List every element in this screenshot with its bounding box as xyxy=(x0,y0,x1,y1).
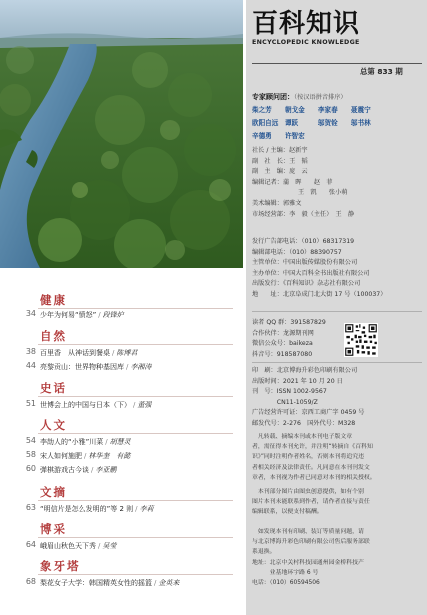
toc-entry[interactable]: 51 世博会上的中国与日本（下） / 董强 xyxy=(0,398,243,412)
contact-line: 发行广告部电话：（010）68317319 xyxy=(252,238,355,245)
toc-entry[interactable]: 54 李劼人的“小雅”川菜 / 胡慧灵 xyxy=(0,435,243,449)
toc-entry[interactable]: 44 亮黎贡山：世界物种基因库 / 李湘涛 xyxy=(0,360,243,374)
contact-line: 编辑部电话：（010）88390757 xyxy=(252,248,342,256)
article-author: 胡慧灵 xyxy=(109,438,131,446)
article-title: 弹棋游戏古今谈 xyxy=(40,466,89,474)
advisors-row: 辛德勇 许智宏 xyxy=(252,132,305,140)
rainforest-river-image xyxy=(0,0,243,268)
page-number: 58 xyxy=(25,450,36,459)
contact-line: 地 址：北京阜成门北大街 17 号（100037） xyxy=(252,290,387,298)
social-info xyxy=(252,318,424,360)
divider xyxy=(252,311,422,312)
section-title: 自然 xyxy=(40,329,67,343)
article-author: 陈博君 xyxy=(116,349,138,357)
article-title: 亮黎贡山：世界物种基因库 xyxy=(40,363,124,371)
article-author: 林华奎 有懿 xyxy=(88,452,131,460)
page-number: 68 xyxy=(25,577,36,586)
article-author: 李莉 xyxy=(139,505,154,513)
page-number: 34 xyxy=(25,309,36,318)
cover-photo xyxy=(0,0,243,268)
masthead xyxy=(252,10,422,46)
staff-row: 编辑记者：蒲 晖 赵 菲 xyxy=(252,178,333,186)
section-divider xyxy=(38,574,233,575)
staff-row: 社长 / 主编：赵新宇 xyxy=(252,147,308,154)
advisors-row: 欧阳自远 谭跃 邬贺铨 邬书林 xyxy=(252,119,371,127)
print-line: CN11-1059/Z xyxy=(252,398,318,406)
contact-info xyxy=(252,237,424,301)
magazine-title-en: ENCYCLOPEDIC KNOWLEDGE xyxy=(252,39,360,46)
page-number: 64 xyxy=(25,540,36,549)
print-line: 刊 号：ISSN 1002-9567 xyxy=(252,388,327,396)
divider xyxy=(252,362,422,363)
section-title: 象牙塔 xyxy=(40,559,81,573)
toc-entry[interactable]: 58 宋人如何施肥 / 林华奎 有懿 xyxy=(0,449,243,463)
section-title: 文摘 xyxy=(40,485,67,499)
page-number: 63 xyxy=(25,503,36,512)
staff-row: 美术编辑：郭雅文 xyxy=(252,199,302,207)
advisors-heading: 专家顾问团： xyxy=(252,93,294,101)
masthead-rule xyxy=(252,63,422,64)
toc-entry[interactable]: 60 弹棋游戏古今谈 / 李亚鹏 xyxy=(0,463,243,477)
qr-code-icon[interactable] xyxy=(344,323,378,357)
social-line: 抖音号：918587080 xyxy=(252,350,313,358)
contact-line: 主管单位：中国出版传媒股份有限公司 xyxy=(252,259,358,267)
section-divider xyxy=(38,344,233,345)
article-author: 董强 xyxy=(137,401,152,409)
section-divider xyxy=(38,433,233,434)
social-line: 读者 QQ 群：391587829 xyxy=(252,319,326,326)
print-line: 广告经营许可证：京西工商广字 0459 号 xyxy=(252,409,365,417)
social-line: 微信公众号：baikeza xyxy=(252,340,313,348)
print-line: 印 刷：北京博海升彩色印刷有限公司 xyxy=(252,367,358,374)
page-number: 38 xyxy=(25,347,36,356)
magazine-title: 百科知识 xyxy=(252,9,361,39)
toc-entry[interactable]: 63 “明信片是怎么发明的”等 2 则 / 李莉 xyxy=(0,502,243,516)
page-number: 60 xyxy=(25,464,36,473)
toc-entry[interactable]: 68 梨花女子大学：韩国精英女性的摇篮 / 金英来 xyxy=(0,576,243,590)
page-number: 54 xyxy=(25,436,36,445)
staff-row: 市场经营部：李 毅（主任） 王 静 xyxy=(252,210,355,218)
advisors-row: 柴之芳 朝戈金 李家春 聂震宁 xyxy=(252,106,371,114)
section-title: 博采 xyxy=(40,522,67,536)
section-divider xyxy=(38,396,233,397)
advisors xyxy=(252,90,371,143)
section-title: 人文 xyxy=(40,418,67,432)
staff-list xyxy=(252,146,424,220)
toc-entry[interactable]: 64 峨眉山秋色天下秀 / 吴莹 xyxy=(0,539,243,553)
section-divider xyxy=(38,500,233,501)
issue-number: 总第 833 期 xyxy=(360,67,403,76)
article-title: 宋人如何施肥 xyxy=(40,452,82,460)
article-title: 梨花女子大学：韩国精英女性的摇篮 xyxy=(40,579,152,587)
staff-row: 副 主 编：庞 云 xyxy=(252,168,308,176)
article-author: 段锋炉 xyxy=(102,311,124,319)
article-title: 少年为何易“愤怒” xyxy=(40,311,97,319)
image-credit-notice: 本刊部分图片由图虫创意提供，如有个别 图片本刊未能联系到作者，请作者直接与责任 编辑联系，以便支付稿酬。 xyxy=(252,489,370,516)
article-author: 李亚鹏 xyxy=(95,466,117,474)
article-author: 吴莹 xyxy=(102,542,117,550)
print-line: 邮发代号：2-276 国外代号：M328 xyxy=(252,419,356,427)
article-author: 金英来 xyxy=(158,579,180,587)
print-line: 出版时间：2021 年 10 月 20 日 xyxy=(252,377,343,385)
page-number: 44 xyxy=(25,361,36,370)
staff-row: 王 凯 张小萌 xyxy=(298,189,348,197)
article-title: “明信片是怎么发明的”等 2 则 xyxy=(40,505,134,513)
toc-entry[interactable]: 38 百里香 从神话到餐桌 / 陈博君 xyxy=(0,346,243,360)
article-title: 李劼人的“小雅”川菜 xyxy=(40,438,104,446)
copyright-notice: 凡转载、摘编本刊或本刊电子版文章 者，需征得本刊允许，并注明“转摘自《百科知 识》”同时注明作者姓名，否则本刊将追究违 者相关经济及法律责任。凡同意在本刊刊发文 章者，本刊视为作者已同意对本刊的相关授权。 xyxy=(252,434,376,481)
section-title: 健康 xyxy=(40,293,67,307)
section-divider xyxy=(38,537,233,538)
advisors-subheading: （按汉语拼音排序） xyxy=(294,94,347,101)
social-line: 合作伙伴：龙源期刊网 xyxy=(252,329,314,337)
print-info xyxy=(252,366,424,430)
page-number: 51 xyxy=(25,399,36,408)
contact-line: 出版发行：《百科知识》杂志社有限公司 xyxy=(252,280,361,288)
contact-line: 主办单位：中国大百科全书出版社有限公司 xyxy=(252,269,370,277)
article-title: 百里香 从神话到餐桌 xyxy=(40,349,110,357)
section-title: 史话 xyxy=(40,381,67,395)
article-author: 李湘涛 xyxy=(130,363,152,371)
quality-notice: 如发现本刊有印刷、装订等质量问题，请 与北京博海升彩色印刷有限公司售后服务部联 系退换。 地址：北京中关村科技园通州园金桥科技产 业基地环宇路 6 号 电话：（010）60594506 xyxy=(252,529,370,587)
article-title: 世博会上的中国与日本（下） xyxy=(40,401,131,409)
article-title: 峨眉山秋色天下秀 xyxy=(40,542,96,550)
staff-row: 副 社 长：王 韬 xyxy=(252,157,308,165)
toc-entry[interactable]: 34 少年为何易“愤怒” / 段锋炉 xyxy=(0,308,243,322)
